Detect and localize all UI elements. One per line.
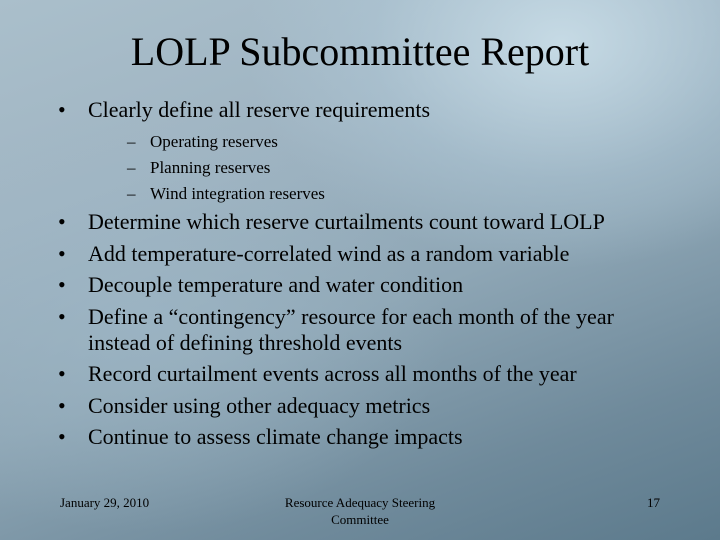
dash-marker: – [127, 132, 136, 151]
bullet-item [58, 241, 678, 267]
footer-date: January 29, 2010 [60, 495, 150, 510]
slide-title: LOLP Subcommittee Report [130, 29, 590, 74]
bullet-item [58, 272, 678, 298]
bullet-text: Add temperature-correlated wind as a random variable [88, 240, 570, 266]
footer-committee: Resource Adequacy Steering Committee [284, 495, 436, 527]
sub-bullet-text: Wind integration reserves [150, 184, 325, 203]
bullet-item [58, 304, 678, 356]
bullet-text: Record curtailment events across all months of the year [88, 361, 577, 386]
bullet-item [58, 209, 678, 235]
bullet-marker: • [58, 272, 66, 297]
dash-marker: – [127, 158, 136, 177]
bullet-marker: • [58, 209, 66, 234]
sub-bullet-item [88, 129, 678, 155]
page-number: 17 [647, 495, 660, 510]
bullet-text: Define a “contingency” resource for each month of the year instead of defining threshold events [88, 303, 614, 355]
sub-bullet-list [88, 129, 678, 207]
bullet-text: Decouple temperature and water condition [88, 272, 464, 297]
bullet-item [58, 393, 678, 419]
bullet-marker: • [58, 424, 66, 449]
sub-bullet-text: Planning reserves [150, 158, 271, 177]
bullet-marker: • [58, 303, 66, 329]
sub-bullet-item [88, 155, 678, 181]
bullet-item [58, 97, 678, 207]
sub-bullet-item [88, 181, 678, 207]
bullet-text: Clearly define all reserve requirements [88, 97, 431, 122]
bullet-marker: • [58, 240, 66, 266]
bullet-marker: • [58, 97, 66, 122]
bullet-text: Consider using other adequacy metrics [88, 392, 431, 418]
bullet-item [58, 424, 678, 450]
bullet-text: Determine which reserve curtailments count toward LOLP [88, 209, 605, 234]
bullet-item [58, 361, 678, 387]
sub-bullet-text: Operating reserves [150, 132, 278, 151]
bullet-marker: • [58, 392, 66, 418]
dash-marker: – [127, 184, 136, 203]
bullet-text: Continue to assess climate change impacts [88, 424, 463, 449]
bullet-marker: • [58, 361, 66, 386]
bullet-list [58, 97, 678, 450]
